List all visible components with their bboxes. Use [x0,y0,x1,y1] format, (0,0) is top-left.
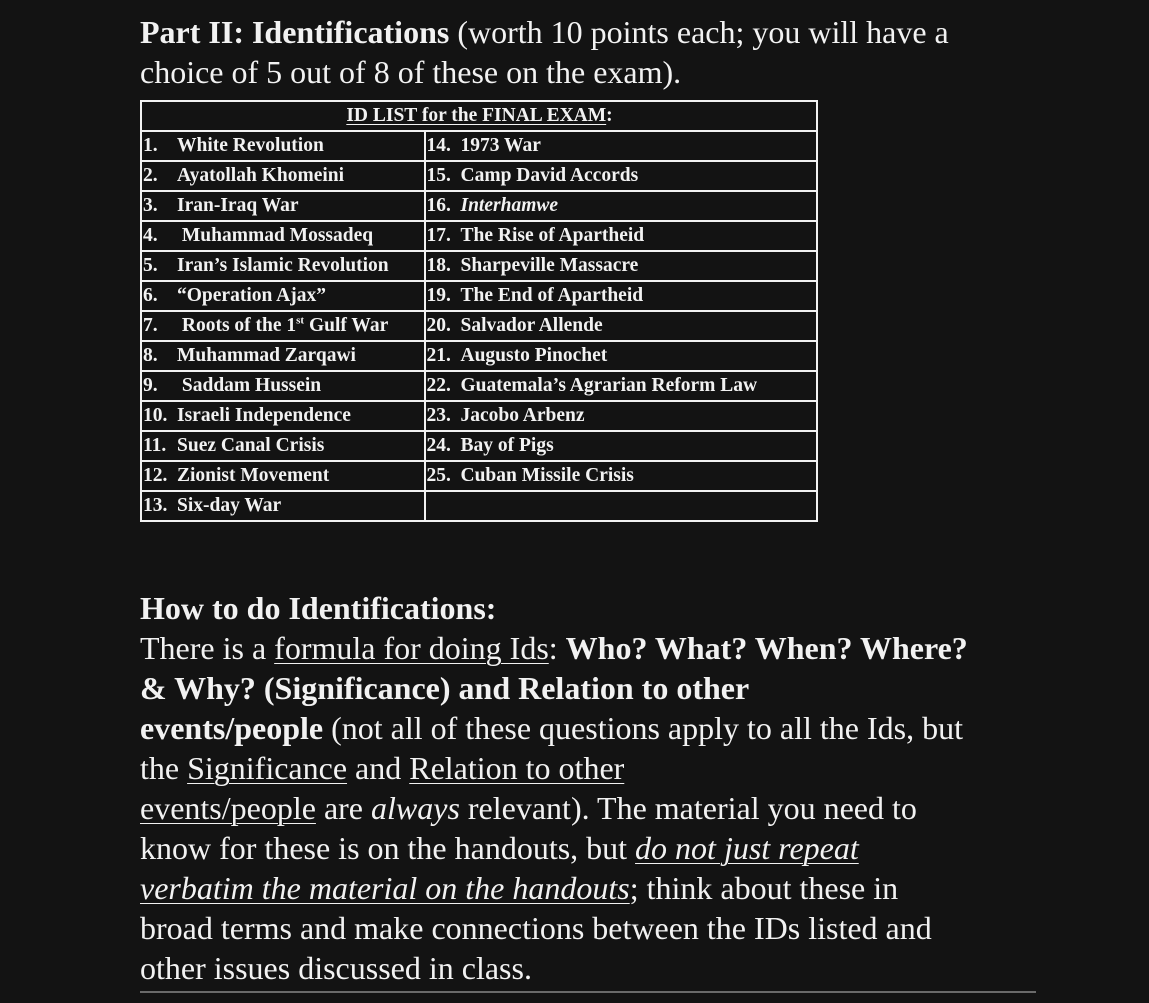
id-item-number: 3. [143,195,158,216]
id-item-number: 4. [143,225,158,246]
id-item-left [141,341,425,371]
id-item-right [425,311,818,341]
id-item-text: Guatemala’s Agrarian Reform Law [460,375,758,396]
id-item-left [141,191,425,221]
id-item-text: Israeli Independence [177,405,351,426]
table-row [141,461,817,491]
id-item-number: 14. [426,135,451,156]
id-item-number: 20. [426,315,451,336]
id-item-number: 17. [426,225,451,246]
id-item-text: Augusto Pinochet [460,345,608,366]
id-item-right [425,401,818,431]
table-row [141,401,817,431]
id-item-left [141,401,425,431]
id-item-right [425,131,818,161]
id-item-text: Iran’s Islamic Revolution [177,255,389,276]
how-to-section [140,588,1040,988]
id-item-left [141,461,425,491]
id-item-text: Bay of Pigs [460,435,554,456]
id-item-left [141,311,425,341]
id-list-body [141,131,817,521]
id-list-table [140,100,818,522]
id-item-text: “Operation Ajax” [177,285,326,306]
id-item-number: 12. [143,465,168,486]
id-item-right [425,371,818,401]
table-row [141,221,817,251]
how-to-line-8: broad terms and make connections between the IDs listed and [140,910,932,946]
table-row [141,431,817,461]
id-item-right [425,251,818,281]
id-item-left [141,491,425,521]
id-item-text: Roots of the 1 [177,315,297,336]
table-row [141,251,817,281]
part-title: Part II: Identifications [140,14,450,50]
id-item-text: Ayatollah Khomeini [177,165,345,186]
id-item-right [425,161,818,191]
id-item-text: 1973 War [460,135,541,156]
id-item-number: 10. [143,405,168,426]
id-item-right [425,341,818,371]
id-item-text: Iran-Iraq War [177,195,299,216]
id-item-number: 13. [143,495,168,516]
id-item-right [425,491,818,521]
id-item-text: The End of Apartheid [460,285,644,306]
id-item-text: Muhammad Zarqawi [177,345,356,366]
id-item-superscript: st [296,314,305,327]
how-to-line-6: know for these is on the handouts, but do not just repeat [140,830,859,866]
id-item-right [425,221,818,251]
id-item-text: Salvador Allende [460,315,603,336]
table-row [141,131,817,161]
table-row [141,191,817,221]
how-to-line-7: verbatim the material on the handouts; think about these in [140,870,899,906]
id-item-number: 5. [143,255,158,276]
id-item-text: Cuban Missile Crisis [460,465,634,486]
bottom-divider [140,991,1036,993]
id-item-text: White Revolution [177,135,324,156]
id-item-number: 21. [426,345,451,366]
id-item-text: The Rise of Apartheid [460,225,645,246]
id-list-header: ID LIST for the FINAL EXAM: [141,101,817,131]
id-item-left [141,281,425,311]
id-item-number: 19. [426,285,451,306]
id-item-number: 23. [426,405,451,426]
id-item-text: Camp David Accords [460,165,639,186]
table-row [141,281,817,311]
id-item-text: Muhammad Mossadeq [177,225,374,246]
id-item-number: 1. [143,135,158,156]
id-item-number: 22. [426,375,451,396]
how-to-line-9: other issues discussed in class. [140,950,532,986]
how-to-line-4: the Significance and Relation to other [140,750,625,786]
id-item-text: Sharpeville Massacre [460,255,639,276]
id-item-number: 8. [143,345,158,366]
id-item-left [141,221,425,251]
how-to-line-5: events/people are always relevant). The material you need to [140,790,917,826]
id-item-text: Interhamwe [460,195,559,216]
id-item-number: 15. [426,165,451,186]
id-item-number: 11. [143,435,167,456]
id-item-left [141,431,425,461]
id-item-text: Saddam Hussein [177,375,322,396]
id-item-left [141,161,425,191]
part-heading-line-1 [140,12,1040,52]
id-item-text: Gulf War [304,315,389,336]
part-subtitle-1: (worth 10 points each; you will have a [449,14,949,50]
id-item-number: 16. [426,195,451,216]
part-heading-line-2: choice of 5 out of 8 of these on the exam). [140,54,682,90]
id-item-number: 2. [143,165,158,186]
document-page [140,12,1040,522]
id-item-text: Zionist Movement [177,465,330,486]
id-item-number: 25. [426,465,451,486]
table-row [141,371,817,401]
id-item-text: Suez Canal Crisis [177,435,325,456]
how-to-heading: How to do Identifications: [140,590,497,626]
id-item-text: Six-day War [177,495,282,516]
how-to-line-3: events/people (not all of these questions apply to all the Ids, but [140,710,963,746]
id-item-left [141,371,425,401]
id-item-right [425,461,818,491]
how-to-line-1: There is a formula for doing Ids: Who? What? When? Where? [140,630,968,666]
id-item-right [425,281,818,311]
how-to-line-2: & Why? (Significance) and Relation to other [140,670,750,706]
table-row [141,341,817,371]
id-item-number: 6. [143,285,158,306]
id-item-right [425,431,818,461]
table-row [141,311,817,341]
id-item-right [425,191,818,221]
id-list-header-text: ID LIST for the FINAL EXAM [346,105,607,126]
id-item-left [141,251,425,281]
table-row [141,161,817,191]
id-item-left [141,131,425,161]
table-row [141,491,817,521]
id-item-number: 24. [426,435,451,456]
id-item-number: 7. [143,315,158,336]
id-item-text: Jacobo Arbenz [460,405,585,426]
id-item-number: 9. [143,375,158,396]
id-item-number: 18. [426,255,451,276]
